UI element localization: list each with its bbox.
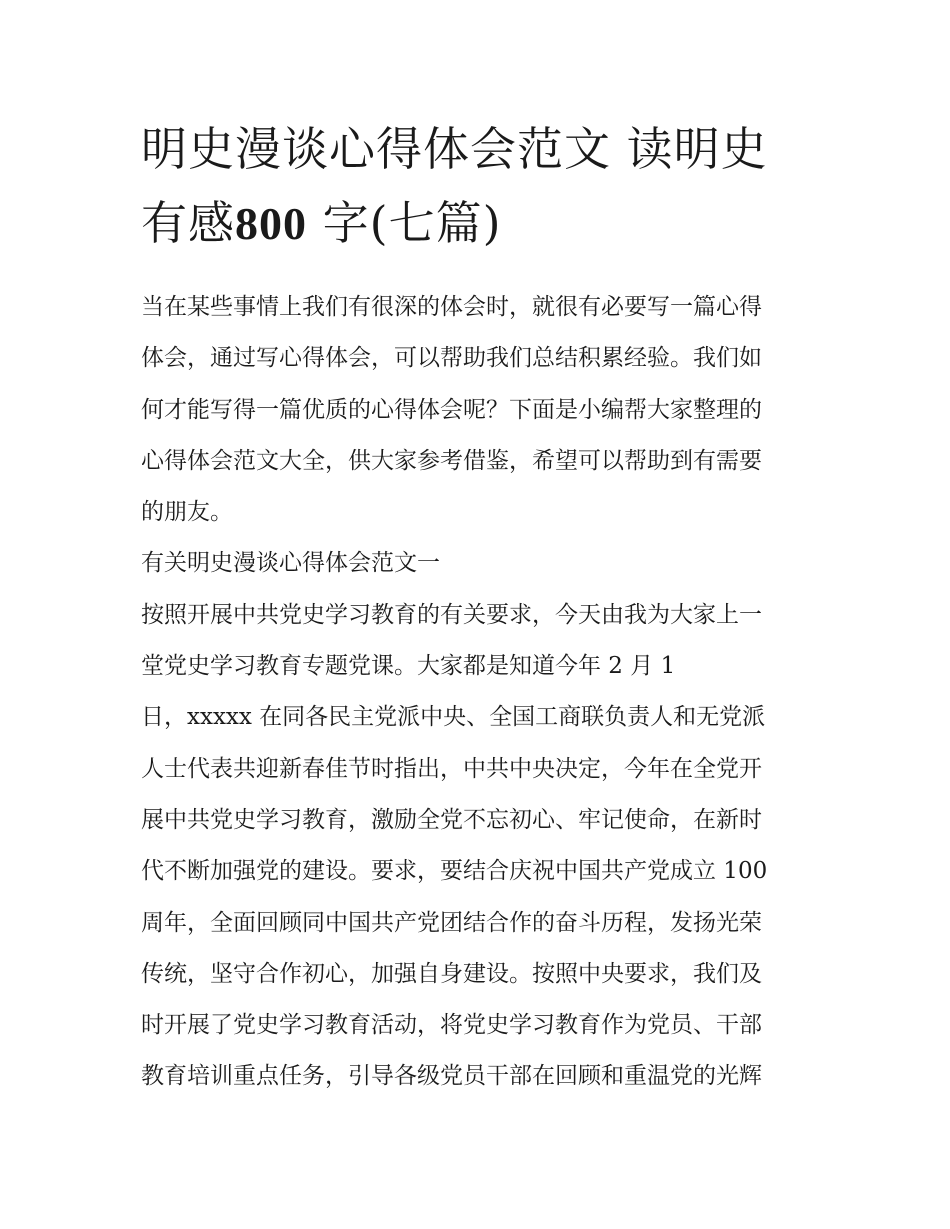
title-line-2-prefix: 有感 [141, 196, 235, 250]
intro-line: 心得体会范文大全，供大家参考借鉴，希望可以帮助到有需要 [141, 447, 762, 474]
title-line-1: 明史漫谈心得体会范文 读明史 [141, 122, 768, 176]
section-heading [141, 538, 813, 589]
body-line: 周年，全面回顾同中国共产党团结合作的奋斗历程，发扬光荣 [141, 909, 762, 936]
title-line-2-suffix: 字(七篇) [307, 196, 502, 250]
intro-line: 何才能写得一篇优质的心得体会呢？下面是小编帮大家整理的 [141, 396, 762, 423]
body-line: 代不断加强党的建设。要求，要结合庆祝中国共产党成立 100 [141, 858, 768, 885]
section-heading-text: 有关明史漫谈心得体会范文一 [141, 550, 440, 577]
body-line: 堂党史学习教育专题党课。大家都是知道今年 2 月 1 [141, 653, 676, 680]
intro-paragraph [141, 282, 813, 538]
intro-line: 的朋友。 [141, 499, 233, 526]
body-line: 人士代表共迎新春佳节时指出，中共中央决定，今年在全党开 [141, 755, 762, 782]
document-title [141, 112, 813, 260]
body-line: 按照开展中共党史学习教育的有关要求，今天由我为大家上一 [141, 601, 762, 628]
body-line: 日，xxxxx 在同各民主党派中央、全国工商联负责人和无党派 [141, 704, 766, 731]
body-paragraph [141, 590, 813, 1103]
body-line: 展中共党史学习教育，激励全党不忘初心、牢记使命，在新时 [141, 806, 762, 833]
intro-line: 当在某些事情上我们有很深的体会时，就很有必要写一篇心得 [141, 294, 762, 320]
document-page [141, 112, 813, 1103]
title-line-2 [141, 186, 813, 260]
body-line: 传统，坚守合作初心，加强自身建设。按照中央要求，我们及 [141, 960, 762, 987]
intro-line: 体会，通过写心得体会，可以帮助我们总结积累经验。我们如 [141, 345, 762, 372]
body-line: 教育培训重点任务，引导各级党员干部在回顾和重温党的光辉 [141, 1063, 762, 1090]
title-word-count: 800 [235, 198, 307, 249]
body-line: 时开展了党史学习教育活动，将党史学习教育作为党员、干部 [141, 1012, 762, 1039]
